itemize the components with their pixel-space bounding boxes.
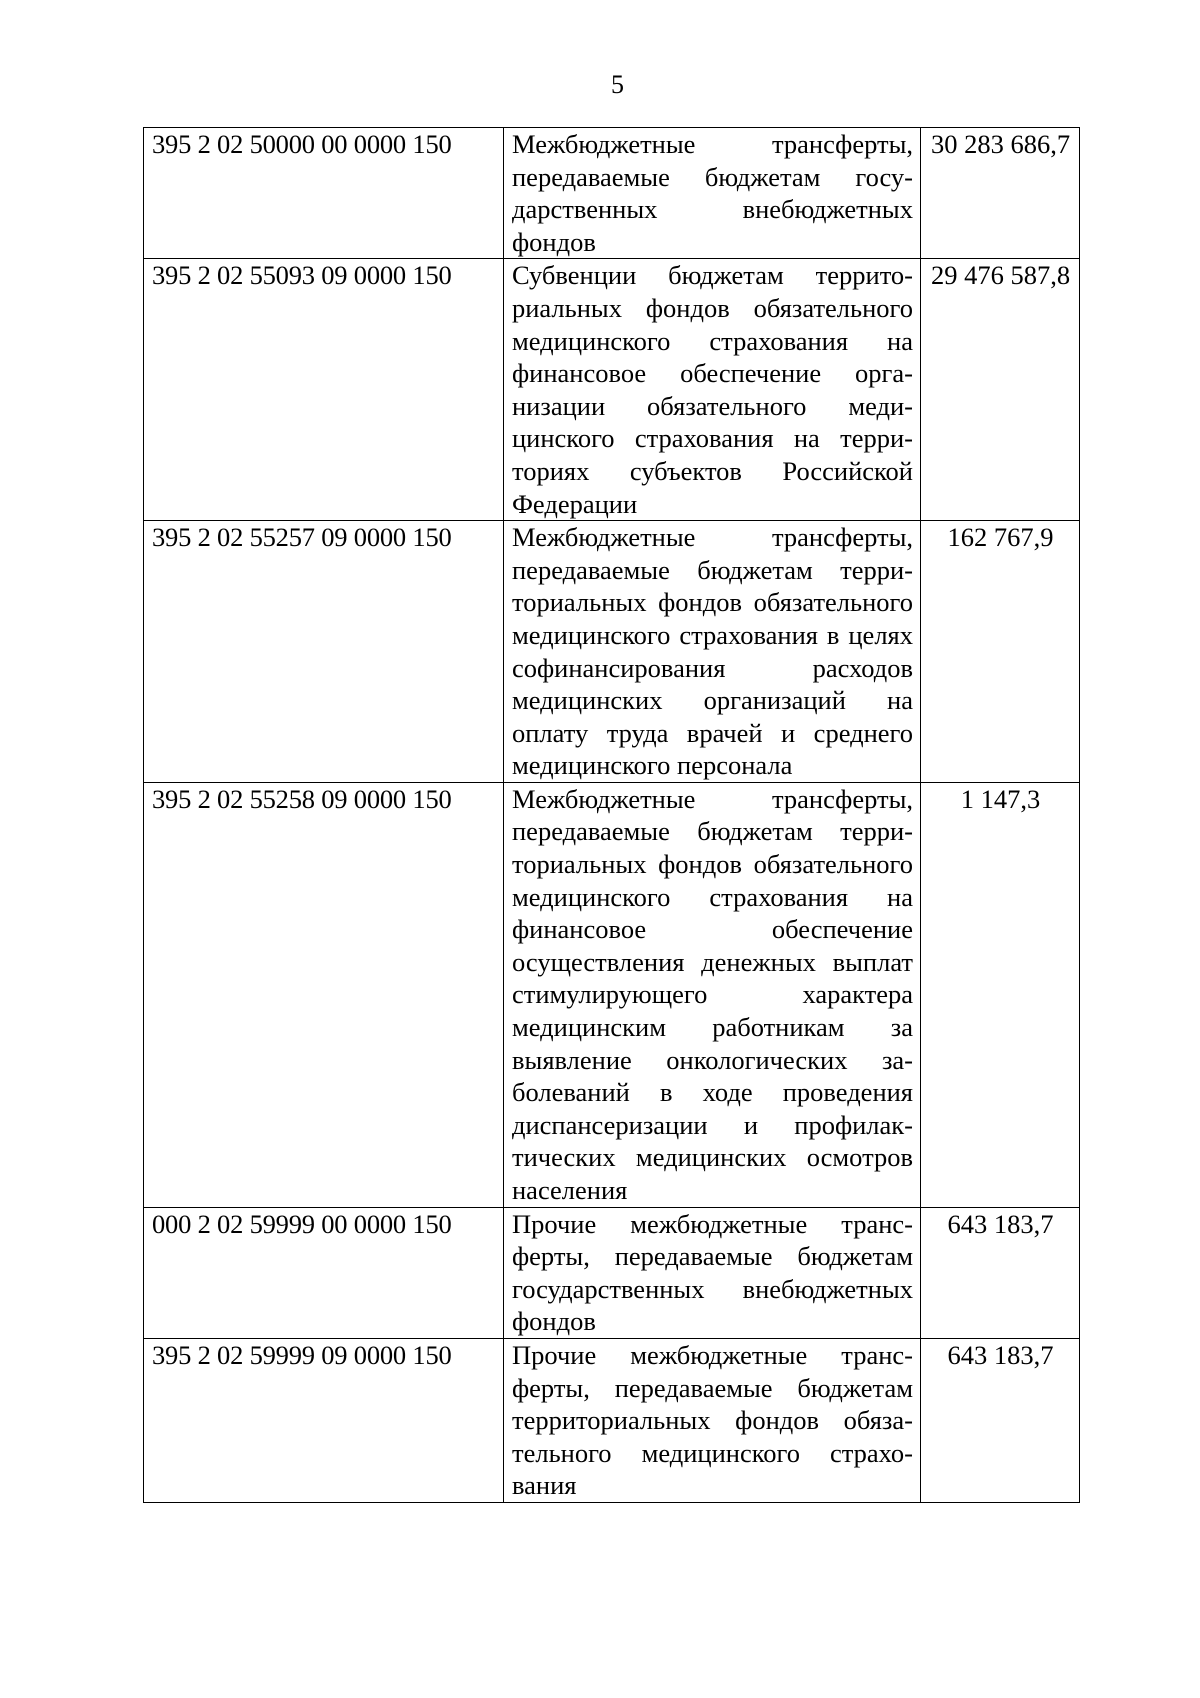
description-cell: Межбюджетные трансферты, передаваемые бюджетам государственных внебюджетных фондов: [504, 128, 921, 259]
budget-code-cell: 395 2 02 50000 00 0000 150: [144, 128, 504, 259]
amount-cell: 162 767,9: [921, 521, 1080, 783]
table-row: [144, 259, 1080, 521]
amount-cell: 30 283 686,7: [921, 128, 1080, 259]
table-row: [144, 1338, 1080, 1502]
amount-cell: 29 476 587,8: [921, 259, 1080, 521]
table-row: [144, 128, 1080, 259]
amount-cell: 1 147,3: [921, 782, 1080, 1207]
amount-cell: 643 183,7: [921, 1338, 1080, 1502]
page-number: 5: [611, 70, 624, 99]
description-cell: Прочие межбюджетные трансферты, передаваемые бюджетам государственных внебюджетных фондов: [504, 1207, 921, 1338]
budget-code-cell: 000 2 02 59999 00 0000 150: [144, 1207, 504, 1338]
description-cell: Прочие межбюджетные трансферты, передаваемые бюджетам территориальных фондов обязательного медицинского страхования: [504, 1338, 921, 1502]
table-row: [144, 1207, 1080, 1338]
description-cell: Субвенции бюджетам территориальных фондов обязательного медицинского страхования на финансовое обеспечение организации обязательного медицинского страхования на территориях субъектов Российской Федерации: [504, 259, 921, 521]
budget-code-cell: 395 2 02 55257 09 0000 150: [144, 521, 504, 783]
budget-code-cell: 395 2 02 59999 09 0000 150: [144, 1338, 504, 1502]
budget-table: [143, 127, 1080, 1503]
budget-code-cell: 395 2 02 55093 09 0000 150: [144, 259, 504, 521]
table-row: [144, 521, 1080, 783]
table-row: [144, 782, 1080, 1207]
amount-cell: 643 183,7: [921, 1207, 1080, 1338]
description-cell: Межбюджетные трансферты, передаваемые бюджетам территориальных фондов обязательного медицинского страхования в целях софинансирования расходов медицинских организаций на оплату труда врачей и среднего медицинского персонала: [504, 521, 921, 783]
description-cell: Межбюджетные трансферты, передаваемые бюджетам территориальных фондов обязательного медицинского страхования на финансовое обеспечение осуществления денежных выплат стимулирующего характера медицинским работникам за выявление онкологических заболеваний в ходе проведения диспансеризации и профилактических медицинских осмотров населения: [504, 782, 921, 1207]
budget-code-cell: 395 2 02 55258 09 0000 150: [144, 782, 504, 1207]
